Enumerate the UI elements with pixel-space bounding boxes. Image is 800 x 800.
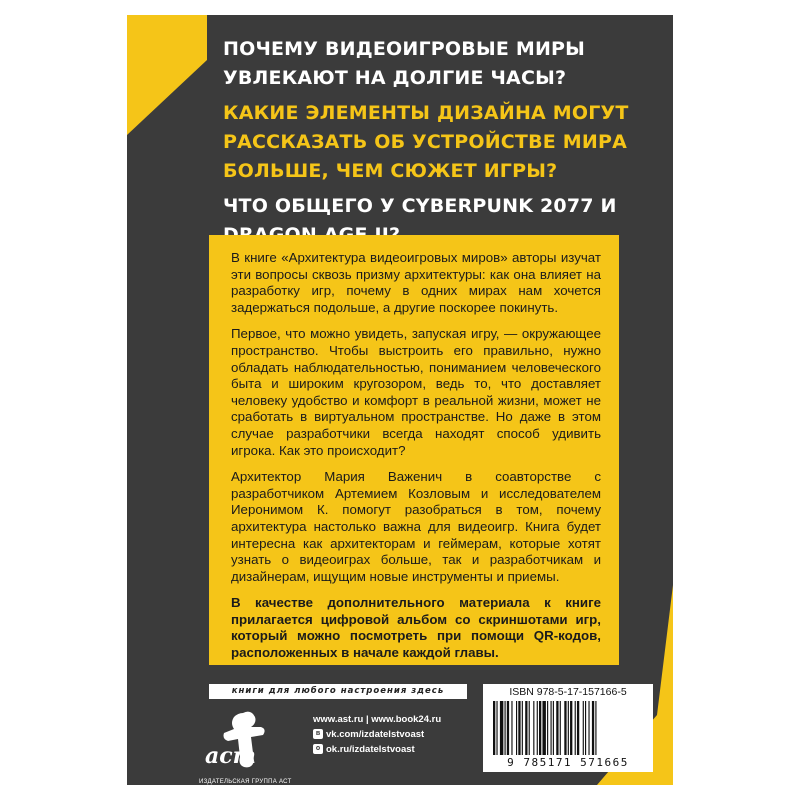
paragraph-2: Первое, что можно увидеть, запуская игру, — окружающее пространство. Чтобы выстроить его правильно, нужно обладать наблюдательностью, пониманием человеческого быта и широким кругозором, ведь то, что доставляет человеку удобство и комфорт в реальной жизни, может не сработать в виртуальном пространстве. Но даже в этом случае разработчики всегда находят способ удивить игрока. Как это происходит? xyxy=(231,326,601,458)
top-left-stripe xyxy=(127,15,207,135)
barcode-bar xyxy=(570,701,572,755)
vk-link-text: vk.com/izdatelstvoast xyxy=(326,729,425,740)
vk-icon: в xyxy=(313,729,323,739)
barcode-bar xyxy=(516,701,517,755)
barcode-bar xyxy=(518,701,520,755)
barcode xyxy=(489,701,647,755)
barcode-bar xyxy=(575,701,576,755)
book-back-cover xyxy=(127,15,673,785)
barcode-bar xyxy=(592,701,594,755)
barcode-bar xyxy=(583,701,584,755)
barcode-bar xyxy=(556,701,558,755)
publisher-name: ИЗДАТЕЛЬСКАЯ ГРУППА АСТ xyxy=(199,779,292,785)
ok-link-text: ok.ru/izdatelstvoast xyxy=(326,744,415,755)
paragraph-4: В качестве дополнительного материала к книге прилагается цифровой альбом со скриншотами игр, который можно посмотреть при помощи QR-кодов, расположенных в начале каждой главы. xyxy=(231,595,601,661)
question-3: ЧТО ОБЩЕГО У CYBERPUNK 2077 И xyxy=(223,195,617,217)
tagline: книги для любого настроения здесь xyxy=(209,684,467,699)
ok-link[interactable] xyxy=(313,742,441,757)
barcode-bar xyxy=(542,701,545,755)
ok-icon: о xyxy=(313,744,323,754)
website-links[interactable]: www.ast.ru | www.book24.ru xyxy=(313,714,442,725)
barcode-bar xyxy=(553,701,554,755)
paragraph-1: В книге «Архитектура видеоигровых миров» авторы изучат эти вопросы сквозь призму архитектуры: как она влияет на разработку игр, почему в одних мирах нам хочется задержаться подольше, а другие поскорее покинуть. xyxy=(231,250,601,315)
barcode-bar xyxy=(539,701,541,755)
barcode-bar xyxy=(547,701,548,755)
barcode-bar xyxy=(568,701,569,755)
description-text xyxy=(231,250,601,672)
paragraph-3: Архитектор Мария Важенич в соавторстве с разработчиком Артемием Козловым и исследователем Иеронимом К. помогут разобраться в том, почему архитектура настолько важна для видеоигр. Книга будет интересна как архитекторам и геймерам, которые хотят узнать о видеоиграх больше, так и разработчикам и дизайнерам, ищущим новые инструменты и приемы. xyxy=(231,469,601,584)
barcode-bar xyxy=(551,701,552,755)
isbn-label: ISBN 978-5-17-157166-5 xyxy=(509,686,627,698)
barcode-bar xyxy=(525,701,527,755)
barcode-bar xyxy=(493,701,495,755)
vk-link[interactable] xyxy=(313,727,441,742)
barcode-bar xyxy=(529,701,530,755)
question-headings xyxy=(223,35,653,256)
ast-logo xyxy=(197,707,277,782)
barcode-bar xyxy=(588,701,589,755)
barcode-bar xyxy=(533,701,534,755)
isbn-barcode-box xyxy=(483,684,653,772)
barcode-bar xyxy=(577,701,579,755)
question-1: ПОЧЕМУ ВИДЕОИГРОВЫЕ МИРЫ УВЛЕКАЮТ НА ДОЛГИЕ ЧАСЫ? xyxy=(223,38,586,89)
barcode-number: 9 785171 571665 xyxy=(507,756,629,769)
barcode-bar xyxy=(595,701,596,755)
barcode-bar xyxy=(500,701,503,755)
barcode-bar xyxy=(505,701,506,755)
barcode-bar xyxy=(560,701,561,755)
question-2: КАКИЕ ЭЛЕМЕНТЫ ДИЗАЙНА МОГУТ РАССКАЗАТЬ ОБ УСТРОЙСТВЕ МИРА БОЛЬШЕ, ЧЕМ СЮЖЕТ ИГРЫ? xyxy=(223,102,629,182)
barcode-bar xyxy=(585,701,586,755)
barcode-bar xyxy=(511,701,512,755)
barcode-bar xyxy=(522,701,523,755)
contact-links xyxy=(313,712,441,757)
logo-text: аст xyxy=(205,743,256,769)
barcode-bar xyxy=(537,701,538,755)
barcode-bar xyxy=(507,701,509,755)
description-panel xyxy=(209,235,619,665)
barcode-bar xyxy=(564,701,566,755)
barcode-bar xyxy=(496,701,497,755)
